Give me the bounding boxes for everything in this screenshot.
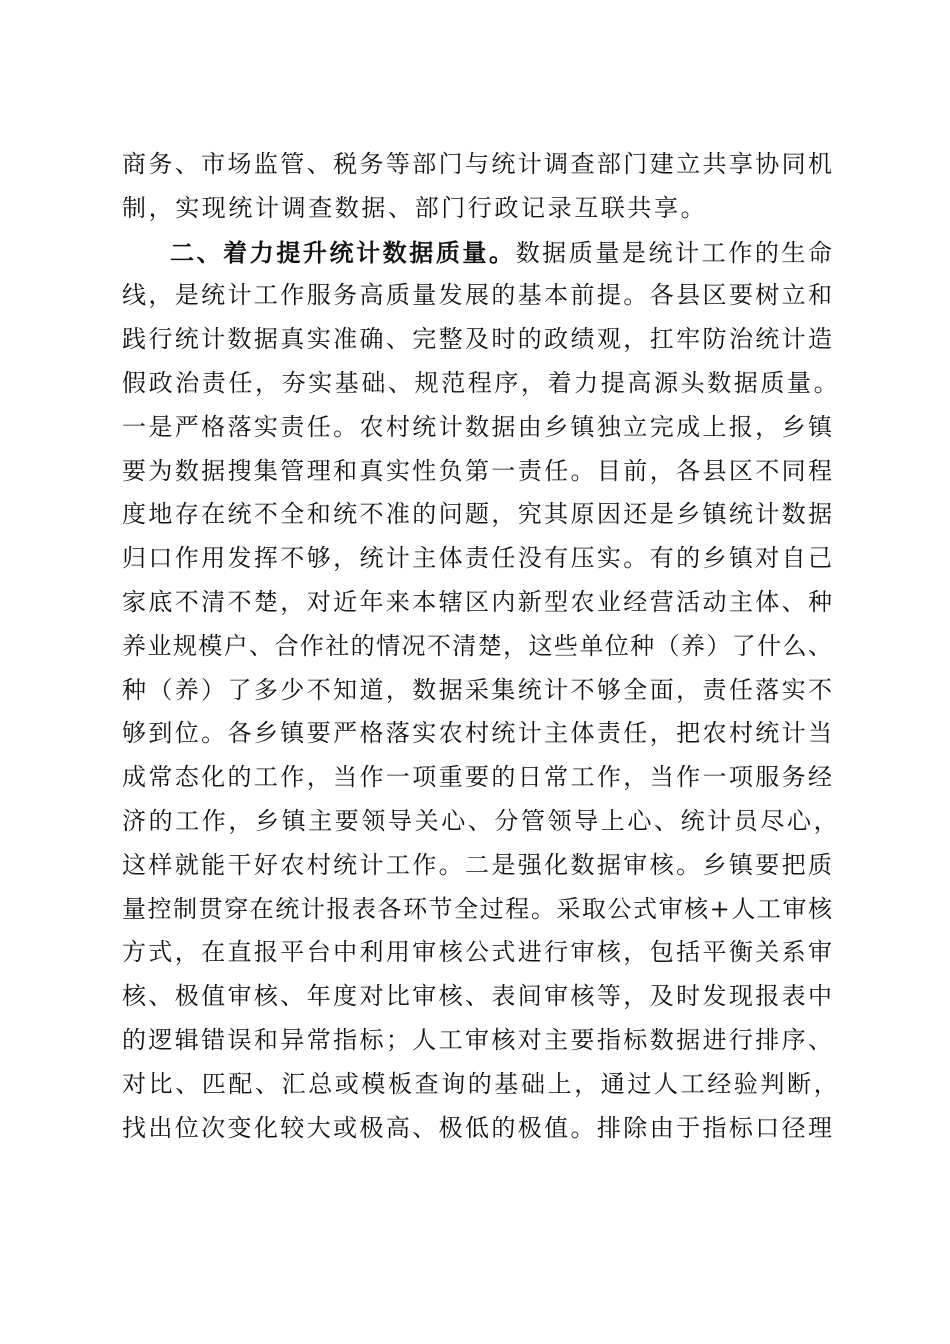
body-text (122, 143, 841, 1150)
text-line-11: 家底不清不楚，对近年来本辖区内新型农业经营活动主体、种 (122, 587, 832, 616)
text-line-19: 方式，在直报平台中利用审核公式进行审核，包括平衡关系审 (122, 938, 832, 967)
text-line-22: 对比、匹配、汇总或模板查询的基础上，通过人工经验判断， (122, 1069, 841, 1098)
text-line-16: 济的工作，乡镇主要领导关心、分管领导上心、统计员尽心， (122, 806, 841, 835)
text-line-7: 一是严格落实责任。农村统计数据由乡镇独立完成上报，乡镇 (122, 412, 832, 441)
text-line-6: 假政治责任，夯实基础、规范程序，着力提高源头数据质量。 (122, 368, 841, 397)
text-line-21: 的逻辑错误和异常指标；人工审核对主要指标数据进行排序、 (122, 1025, 832, 1054)
text-line-8: 要为数据搜集管理和真实性负第一责任。目前，各县区不同程 (122, 456, 832, 485)
text-line-20: 核、极值审核、年度对比审核、表间审核等，及时发现报表中 (122, 982, 832, 1011)
text-line-23: 找出位次变化较大或极高、极低的极值。排除由于指标口径理 (122, 1113, 832, 1142)
text-line-4: 线，是统计工作服务高质量发展的基本前提。各县区要树立和 (122, 281, 832, 310)
text-line-10: 归口作用发挥不够，统计主体责任没有压实。有的乡镇对自己 (122, 544, 832, 573)
section-heading-rest: 数据质量是统计工作的生命 (515, 238, 832, 267)
text-line-1: 商务、市场监管、税务等部门与统计调查部门建立共享协同机 (122, 150, 832, 178)
section-heading-line (122, 231, 832, 275)
text-line-15: 成常态化的工作，当作一项重要的日常工作，当作一项服务经 (122, 763, 832, 792)
section-heading: 二、着力提升统计数据质量。 (170, 237, 516, 267)
text-line-2: 制，实现统计调查数据、部门行政记录互联共享。 (122, 193, 708, 222)
text-line-9: 度地存在统不全和统不准的问题，究其原因还是乡镇统计数据 (122, 500, 832, 529)
text-line-12: 养业规模户、合作社的情况不清楚，这些单位种（养）了什么、 (122, 631, 832, 660)
text-line-5: 践行统计数据真实准确、完整及时的政绩观，扛牢防治统计造 (122, 325, 832, 354)
text-line-13: 种（养）了多少不知道，数据采集统计不够全面，责任落实不 (122, 675, 832, 704)
text-line-14: 够到位。各乡镇要严格落实农村统计主体责任，把农村统计当 (122, 719, 832, 748)
text-line-17: 这样就能干好农村统计工作。二是强化数据审核。乡镇要把质 (122, 850, 832, 879)
text-line-18: 量控制贯穿在统计报表各环节全过程。采取公式审核+人工审核 (122, 894, 832, 923)
